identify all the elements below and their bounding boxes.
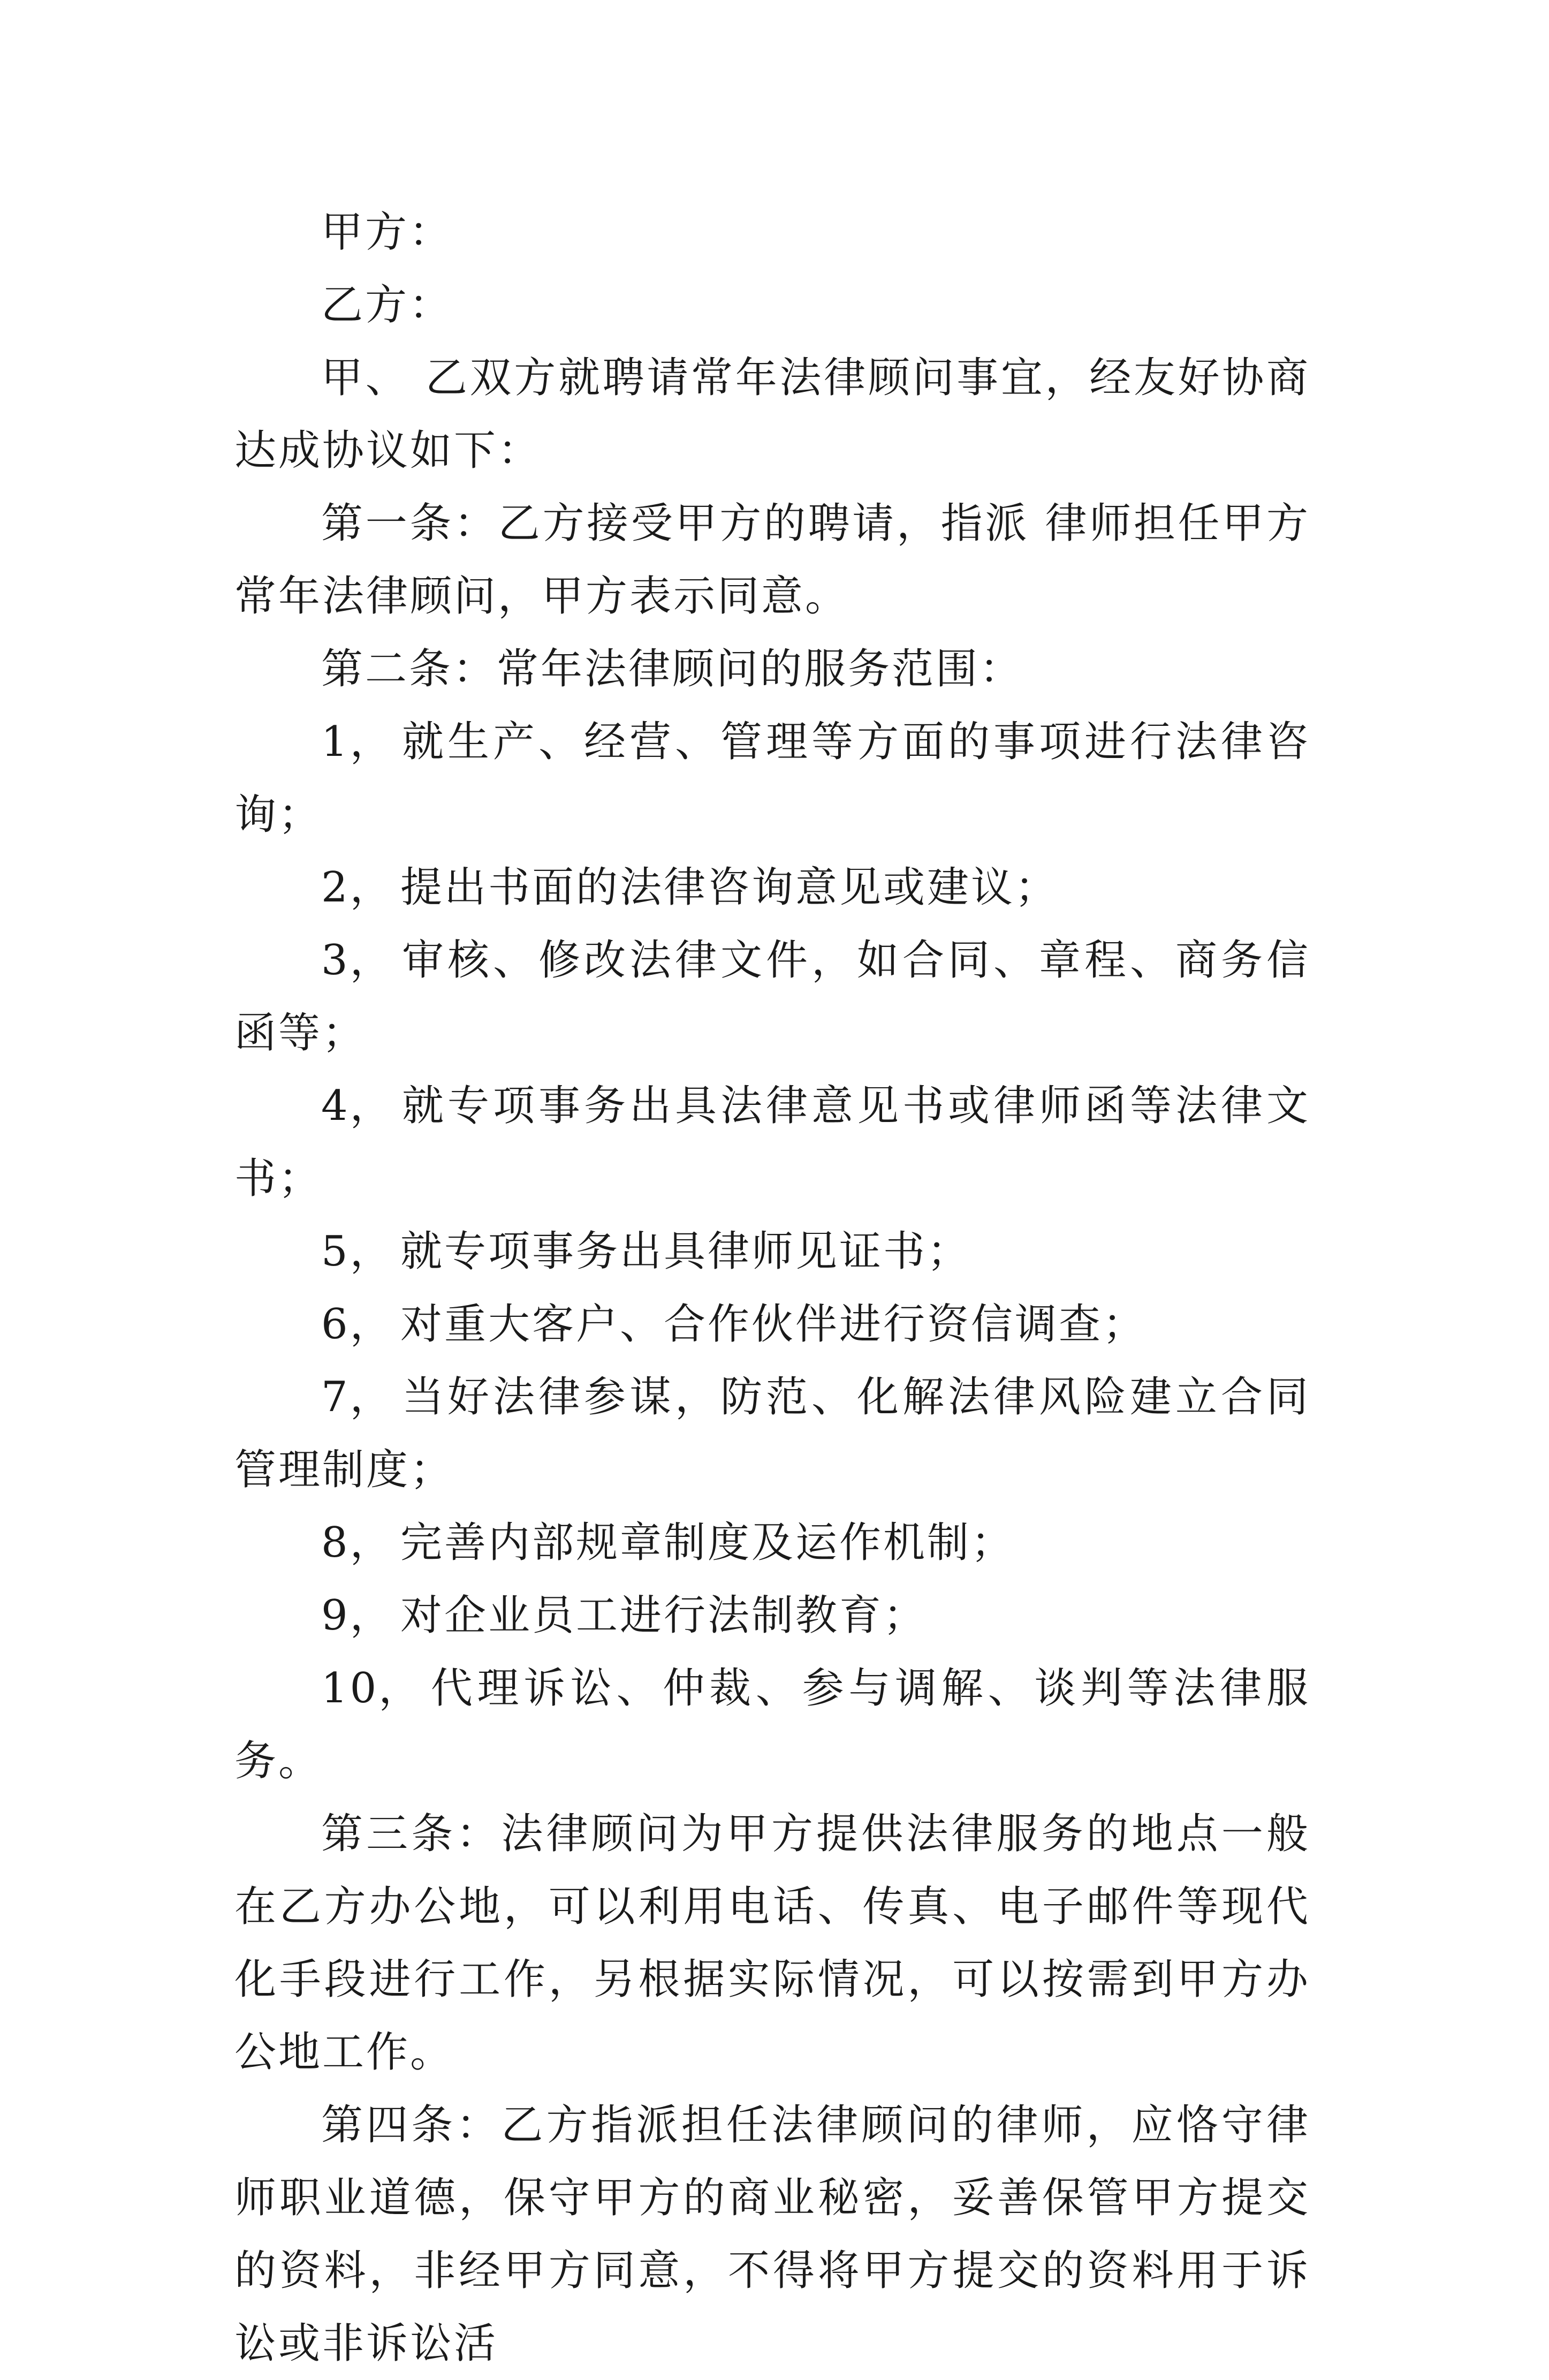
list-item-text: 对企业员工进行法制教育； xyxy=(400,1591,928,1640)
list-item-number: 5， xyxy=(321,1227,394,1276)
list-item-text: 就专项事务出具律师见证书； xyxy=(400,1227,971,1276)
list-item-text: 当好法律参谋，防范、化解法律风险建立合同管理制度； xyxy=(234,1373,1310,1494)
list-item-number: 3， xyxy=(321,936,394,984)
list-item-text: 审核、修改法律文件，如合同、章程、商务信函等； xyxy=(234,936,1310,1057)
list-item xyxy=(234,1288,1310,1361)
list-item-text: 代理诉讼、仲裁、参与调解、谈判等法律服务。 xyxy=(234,1664,1310,1785)
contract-body xyxy=(234,196,1310,2380)
list-item-text: 就生产、经营、管理等方面的事项进行法律咨询； xyxy=(234,718,1310,839)
intro-paragraph: 甲、 乙双方就聘请常年法律顾问事宜，经友好协商达成协议如下： xyxy=(234,354,1310,475)
list-item-text: 提出书面的法律咨询意见或建议； xyxy=(400,863,1059,912)
article-3: 第三条：法律顾问为甲方提供法律服务的地点一般在乙方办公地，可以利用电话、传真、电子邮件等现代化手段进行工作，另根据实际情况，可以按需到甲方办公地工作。 xyxy=(234,1810,1310,2076)
list-item-text: 对重大客户、合作伙伴进行资信调查； xyxy=(400,1300,1147,1348)
list-item-text: 完善内部规章制度及运作机制； xyxy=(400,1519,1015,1567)
article-4: 第四条：乙方指派担任法律顾问的律师，应恪守律师职业道德，保守甲方的商业秘密，妥善保管甲方提交的资料，非经甲方同意，不得将甲方提交的资料用于诉讼或非诉讼活 xyxy=(234,2101,1310,2368)
list-item-number: 4， xyxy=(321,1082,394,1130)
list-item xyxy=(234,851,1310,924)
article-1: 第一条：乙方接受甲方的聘请，指派 律师担任甲方常年法律顾问，甲方表示同意。 xyxy=(234,499,1310,620)
list-item xyxy=(234,1652,1310,1798)
list-item xyxy=(234,1070,1310,1215)
list-item-text: 就专项事务出具法律意见书或律师函等法律文书； xyxy=(234,1082,1310,1203)
list-item xyxy=(234,1361,1310,1506)
party-a-line: 甲方： xyxy=(321,208,453,256)
list-item-number: 10， xyxy=(321,1664,423,1712)
list-item-number: 1， xyxy=(321,718,394,766)
list-item-number: 7， xyxy=(321,1373,394,1421)
list-item-number: 8， xyxy=(321,1519,394,1567)
party-b-line: 乙方： xyxy=(321,281,453,329)
list-item-number: 6， xyxy=(321,1300,394,1348)
list-item xyxy=(234,924,1310,1070)
list-item-number: 2， xyxy=(321,863,394,912)
list-item xyxy=(234,1579,1310,1652)
list-item-number: 9， xyxy=(321,1591,394,1640)
list-item xyxy=(234,1215,1310,1288)
list-item xyxy=(234,1506,1310,1579)
article-2-heading: 第二条：常年法律顾问的服务范围： xyxy=(321,645,1024,693)
list-item xyxy=(234,706,1310,851)
